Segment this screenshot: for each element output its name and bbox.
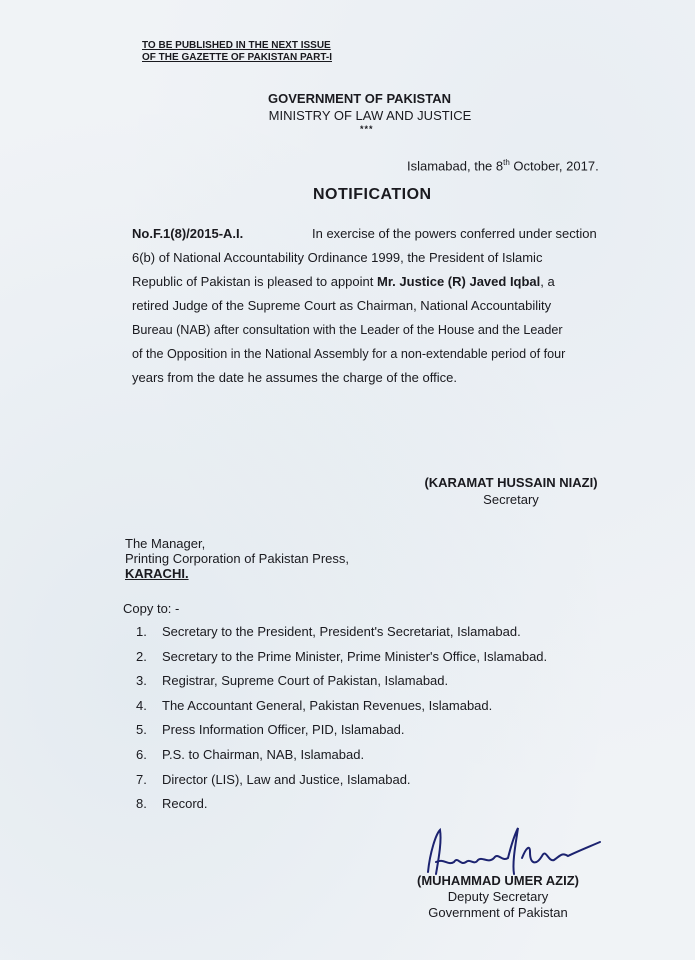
gazette-line-1: TO BE PUBLISHED IN THE NEXT ISSUE	[142, 40, 331, 51]
secretary-name: (KARAMAT HUSSAIN NIAZI)	[424, 475, 598, 490]
deputy-secretary-designation: Deputy Secretary	[447, 889, 549, 904]
para-line-5: Bureau (NAB) after consultation with the Leader of the House and the Leader	[132, 323, 563, 337]
list-item-number: 7.	[136, 771, 147, 787]
gazette-heading	[142, 40, 332, 64]
para-line-3	[132, 270, 604, 294]
secretary-signature-block	[416, 474, 606, 508]
para-line-3-pre: Republic of Pakistan is pleased to appoint	[132, 274, 377, 289]
list-item-text: P.S. to Chairman, NAB, Islamabad.	[162, 746, 365, 762]
list-item-number: 1.	[136, 624, 147, 639]
para-line-2: 6(b) of National Accountability Ordinance 1999, the President of Islamic	[132, 250, 543, 265]
separator-stars: ***	[360, 124, 374, 134]
list-item-number: 2.	[136, 648, 147, 664]
list-item-text: Secretary to the President, President's Secretariat, Islamabad.	[162, 624, 521, 639]
deputy-secretary-org: Government of Pakistan	[428, 905, 568, 920]
list-item-number: 6.	[136, 746, 147, 762]
addressee-line-1: The Manager,	[125, 536, 206, 551]
deputy-secretary-name: (MUHAMMAD UMER AZIZ)	[417, 873, 579, 888]
copy-to-label: Copy to: -	[123, 601, 180, 616]
list-item-number: 3.	[136, 673, 147, 689]
list-item	[136, 624, 547, 649]
list-item-text: The Accountant General, Pakistan Revenues, Islamabad.	[162, 697, 493, 713]
para-line-1	[132, 222, 604, 246]
date-rest: October, 2017.	[509, 158, 599, 174]
list-item-text: Director (LIS), Law and Justice, Islamabad.	[162, 771, 411, 787]
para-line-7: years from the date he assumes the charge of the office.	[132, 370, 457, 385]
list-item	[136, 722, 547, 747]
list-item-number: 5.	[136, 722, 147, 738]
addressee-block	[125, 536, 349, 581]
ministry-title: MINISTRY OF LAW AND JUSTICE	[268, 108, 472, 123]
list-item	[136, 673, 547, 698]
page-title: NOTIFICATION	[313, 186, 432, 203]
list-item-text: Record.	[162, 796, 208, 812]
list-item	[136, 796, 547, 821]
list-item	[136, 747, 547, 772]
gazette-line-2: OF THE GAZETTE OF PAKISTAN PART-I	[142, 52, 332, 63]
list-item	[136, 772, 547, 797]
list-item-text: Secretary to the Prime Minister, Prime Minister's Office, Islamabad.	[162, 648, 548, 664]
para-line-3-post: , a	[540, 274, 555, 289]
government-title: GOVERNMENT OF PAKISTAN	[268, 91, 451, 106]
para-line-1-text: In exercise of the powers conferred under section	[312, 226, 597, 241]
list-item	[136, 649, 547, 674]
copy-to-list	[136, 624, 547, 821]
list-item-text: Registrar, Supreme Court of Pakistan, Islamabad.	[162, 673, 449, 689]
list-item	[136, 698, 547, 723]
list-item-text: Press Information Officer, PID, Islamabad.	[162, 722, 405, 738]
addressee-city: KARACHI.	[125, 566, 189, 581]
list-item-number: 8.	[136, 796, 147, 812]
date-suffix: th	[503, 158, 510, 167]
date-line	[407, 158, 599, 173]
para-line-6: of the Opposition in the National Assembly for a non-extendable period of four	[132, 347, 566, 361]
reference-number: No.F.1(8)/2015-A.I.	[132, 226, 244, 241]
list-item-number: 4.	[136, 697, 147, 713]
addressee-line-2: Printing Corporation of Pakistan Press,	[125, 551, 349, 566]
para-line-4: retired Judge of the Supreme Court as Chairman, National Accountability	[132, 298, 552, 313]
deputy-secretary-signature-block	[410, 873, 586, 921]
date-prefix: Islamabad, the 8	[407, 158, 504, 174]
appointee-name: Mr. Justice (R) Javed Iqbal	[377, 274, 541, 289]
secretary-designation: Secretary	[483, 492, 539, 507]
